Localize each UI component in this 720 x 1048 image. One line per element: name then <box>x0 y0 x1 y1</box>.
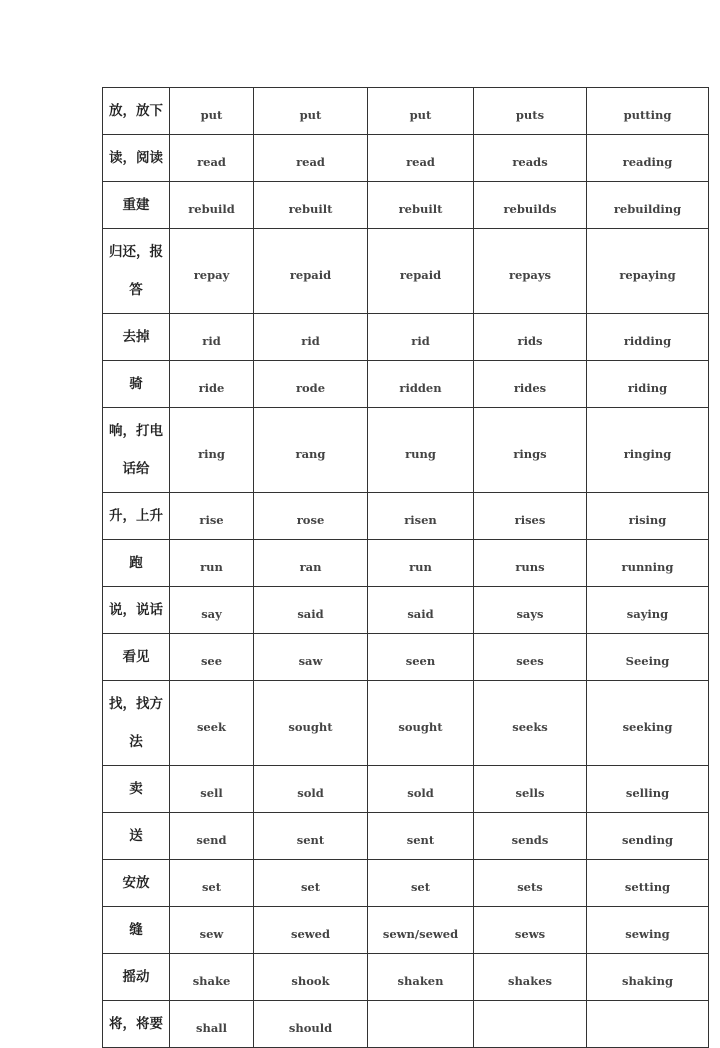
meaning-cell: 看见 <box>103 634 170 681</box>
present-participle-cell: shaking <box>587 954 709 1001</box>
table-row <box>103 907 709 954</box>
present-participle-cell: rising <box>587 493 709 540</box>
table-row <box>103 954 709 1001</box>
table-row <box>103 314 709 361</box>
past-participle-cell: ridden <box>368 361 474 408</box>
base-form-cell: shall <box>170 1001 254 1048</box>
past-tense-cell: should <box>254 1001 368 1048</box>
meaning-cell: 说，说话 <box>103 587 170 634</box>
meaning-cell: 归还，报答 <box>103 229 170 314</box>
present-participle-cell: sending <box>587 813 709 860</box>
meaning-cell: 放，放下 <box>103 88 170 135</box>
past-tense-cell: read <box>254 135 368 182</box>
past-participle-cell: repaid <box>368 229 474 314</box>
base-form-cell: run <box>170 540 254 587</box>
third-person-cell: rids <box>474 314 587 361</box>
table-row <box>103 540 709 587</box>
third-person-cell: runs <box>474 540 587 587</box>
base-form-cell: read <box>170 135 254 182</box>
meaning-cell: 缝 <box>103 907 170 954</box>
past-tense-cell: sought <box>254 681 368 766</box>
base-form-cell: say <box>170 587 254 634</box>
table-row <box>103 587 709 634</box>
base-form-cell: rid <box>170 314 254 361</box>
meaning-cell: 响，打电话给 <box>103 408 170 493</box>
base-form-cell: shake <box>170 954 254 1001</box>
base-form-cell: seek <box>170 681 254 766</box>
base-form-cell: rise <box>170 493 254 540</box>
past-tense-cell: rang <box>254 408 368 493</box>
third-person-cell: rides <box>474 361 587 408</box>
past-tense-cell: shook <box>254 954 368 1001</box>
meaning-cell: 升，上升 <box>103 493 170 540</box>
present-participle-cell: riding <box>587 361 709 408</box>
third-person-cell: sets <box>474 860 587 907</box>
table-row <box>103 634 709 681</box>
past-participle-cell <box>368 1001 474 1048</box>
past-participle-cell: shaken <box>368 954 474 1001</box>
past-tense-cell: rid <box>254 314 368 361</box>
past-tense-cell: said <box>254 587 368 634</box>
meaning-cell: 读，阅读 <box>103 135 170 182</box>
past-participle-cell: risen <box>368 493 474 540</box>
table-row <box>103 88 709 135</box>
meaning-cell: 去掉 <box>103 314 170 361</box>
base-form-cell: sell <box>170 766 254 813</box>
present-participle-cell: reading <box>587 135 709 182</box>
past-participle-cell: sought <box>368 681 474 766</box>
past-tense-cell: sent <box>254 813 368 860</box>
meaning-cell: 骑 <box>103 361 170 408</box>
present-participle-cell: saying <box>587 587 709 634</box>
present-participle-cell <box>587 1001 709 1048</box>
third-person-cell: says <box>474 587 587 634</box>
third-person-cell: sews <box>474 907 587 954</box>
present-participle-cell: Seeing <box>587 634 709 681</box>
base-form-cell: send <box>170 813 254 860</box>
table-row <box>103 860 709 907</box>
present-participle-cell: rebuilding <box>587 182 709 229</box>
meaning-cell: 找，找方法 <box>103 681 170 766</box>
meaning-cell: 送 <box>103 813 170 860</box>
table-row <box>103 182 709 229</box>
irregular-verb-table <box>102 87 709 1048</box>
past-participle-cell: read <box>368 135 474 182</box>
third-person-cell: reads <box>474 135 587 182</box>
past-participle-cell: rebuilt <box>368 182 474 229</box>
past-tense-cell: saw <box>254 634 368 681</box>
present-participle-cell: seeking <box>587 681 709 766</box>
base-form-cell: ring <box>170 408 254 493</box>
table-row <box>103 229 709 314</box>
third-person-cell: shakes <box>474 954 587 1001</box>
third-person-cell: rebuilds <box>474 182 587 229</box>
past-tense-cell: sewed <box>254 907 368 954</box>
third-person-cell: seeks <box>474 681 587 766</box>
meaning-cell: 重建 <box>103 182 170 229</box>
third-person-cell: rises <box>474 493 587 540</box>
past-participle-cell: sent <box>368 813 474 860</box>
meaning-cell: 安放 <box>103 860 170 907</box>
past-tense-cell: set <box>254 860 368 907</box>
present-participle-cell: setting <box>587 860 709 907</box>
base-form-cell: put <box>170 88 254 135</box>
table-row <box>103 135 709 182</box>
base-form-cell: see <box>170 634 254 681</box>
third-person-cell: sends <box>474 813 587 860</box>
base-form-cell: rebuild <box>170 182 254 229</box>
past-tense-cell: rode <box>254 361 368 408</box>
table-row <box>103 408 709 493</box>
table-row <box>103 681 709 766</box>
third-person-cell: sees <box>474 634 587 681</box>
present-participle-cell: running <box>587 540 709 587</box>
base-form-cell: repay <box>170 229 254 314</box>
meaning-cell: 卖 <box>103 766 170 813</box>
meaning-cell: 跑 <box>103 540 170 587</box>
past-tense-cell: rose <box>254 493 368 540</box>
base-form-cell: ride <box>170 361 254 408</box>
past-participle-cell: said <box>368 587 474 634</box>
table-row <box>103 493 709 540</box>
past-participle-cell: sold <box>368 766 474 813</box>
table-row <box>103 1001 709 1048</box>
past-tense-cell: sold <box>254 766 368 813</box>
past-participle-cell: set <box>368 860 474 907</box>
past-participle-cell: rid <box>368 314 474 361</box>
table-row <box>103 766 709 813</box>
meaning-cell: 将，将要 <box>103 1001 170 1048</box>
present-participle-cell: selling <box>587 766 709 813</box>
past-tense-cell: rebuilt <box>254 182 368 229</box>
present-participle-cell: ringing <box>587 408 709 493</box>
meaning-cell: 摇动 <box>103 954 170 1001</box>
past-participle-cell: sewn/sewed <box>368 907 474 954</box>
present-participle-cell: putting <box>587 88 709 135</box>
past-participle-cell: put <box>368 88 474 135</box>
base-form-cell: set <box>170 860 254 907</box>
present-participle-cell: repaying <box>587 229 709 314</box>
past-participle-cell: seen <box>368 634 474 681</box>
base-form-cell: sew <box>170 907 254 954</box>
present-participle-cell: ridding <box>587 314 709 361</box>
past-tense-cell: put <box>254 88 368 135</box>
third-person-cell: sells <box>474 766 587 813</box>
past-participle-cell: run <box>368 540 474 587</box>
past-participle-cell: rung <box>368 408 474 493</box>
present-participle-cell: sewing <box>587 907 709 954</box>
third-person-cell: rings <box>474 408 587 493</box>
third-person-cell <box>474 1001 587 1048</box>
past-tense-cell: repaid <box>254 229 368 314</box>
past-tense-cell: ran <box>254 540 368 587</box>
third-person-cell: puts <box>474 88 587 135</box>
table-row <box>103 813 709 860</box>
third-person-cell: repays <box>474 229 587 314</box>
table-row <box>103 361 709 408</box>
